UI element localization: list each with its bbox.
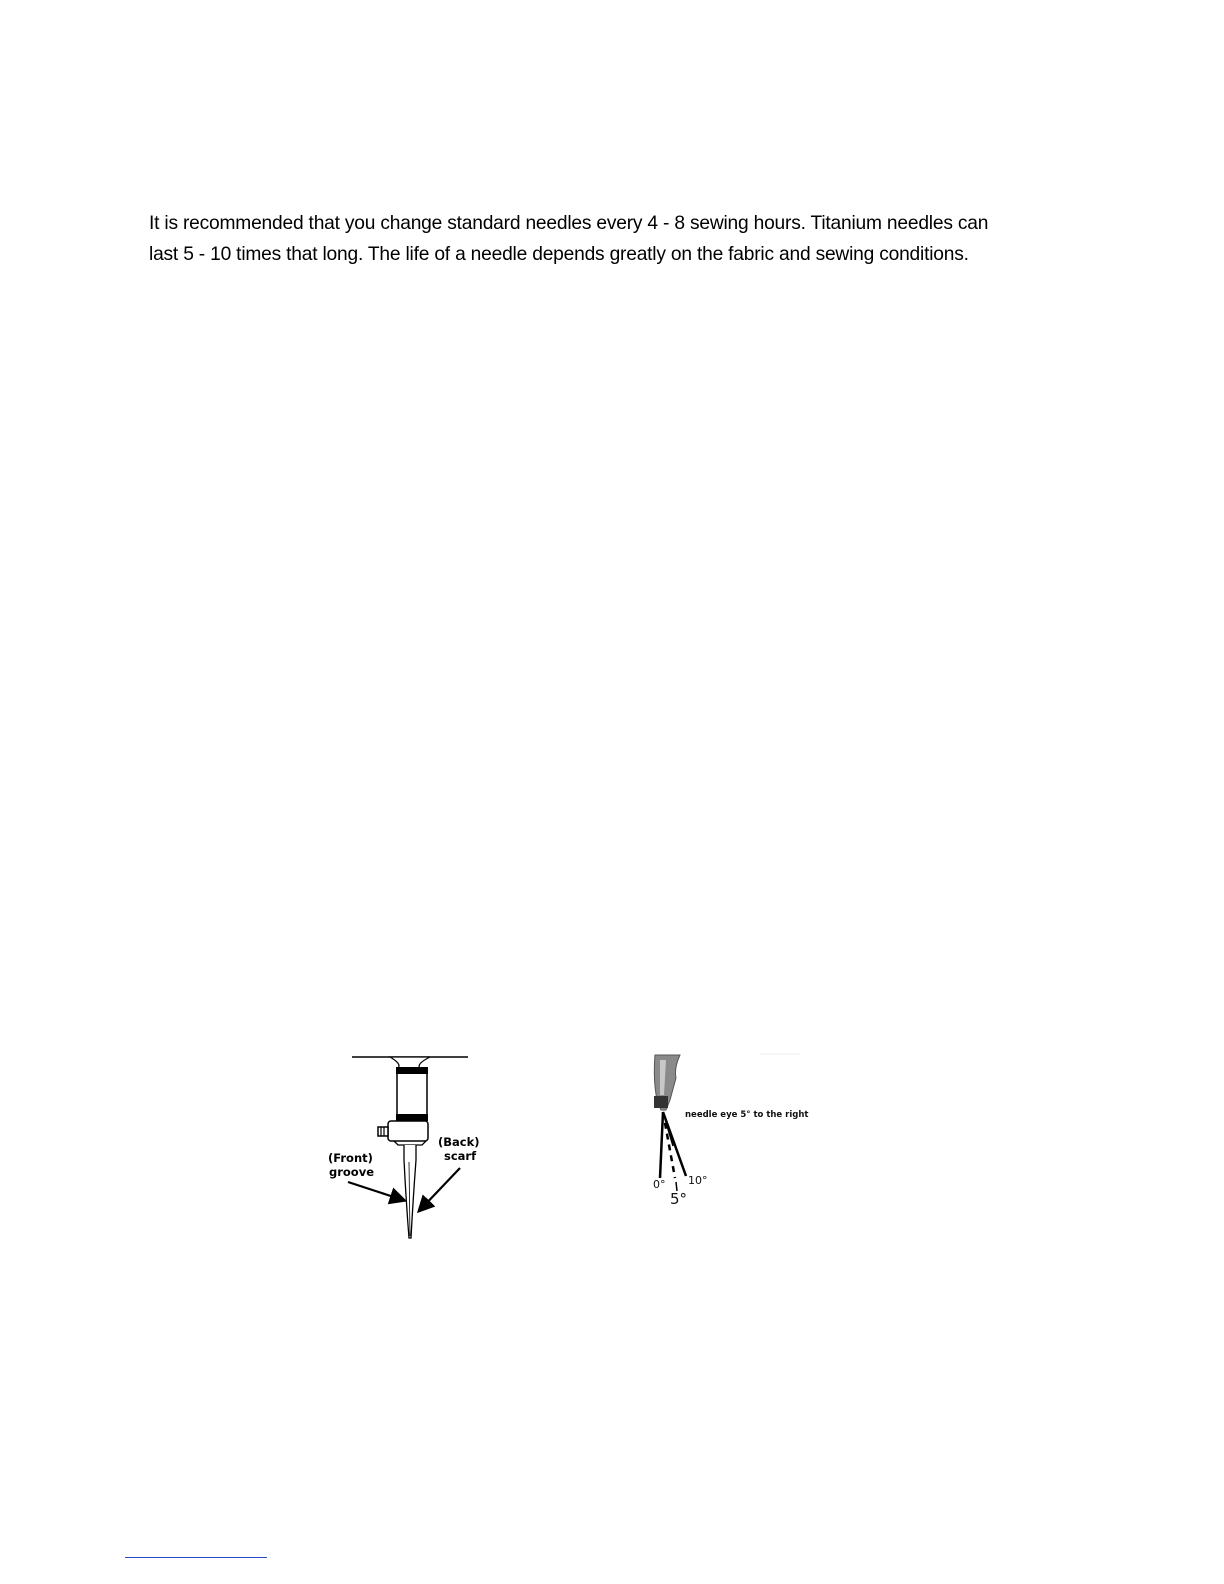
front-label-line-1: (Front) (328, 1151, 373, 1165)
degree-5-label: 5° (670, 1190, 688, 1208)
needle-bar-top (390, 1057, 430, 1068)
footnote-separator-line (125, 1557, 267, 1558)
body-paragraph (149, 208, 1089, 270)
clamp-screw (378, 1127, 388, 1136)
needle-angle-diagram (640, 1050, 830, 1215)
needle-bar (397, 1068, 427, 1120)
needle-groove-scarf-figure (320, 1050, 500, 1245)
needle-eye-angle-figure (640, 1050, 830, 1215)
back-label-line-2: scarf (444, 1149, 477, 1163)
needle-diagram (320, 1050, 500, 1245)
back-label-line-1: (Back) (438, 1135, 480, 1149)
needle-bar-band-top (396, 1067, 428, 1074)
front-label-line-2: groove (329, 1165, 375, 1179)
needle-bar-band-bottom (396, 1114, 428, 1121)
paragraph-line-1: It is recommended that you change standard needles every 4 - 8 sewing hours. Titanium needles can (149, 213, 989, 234)
angle-caption: needle eye 5° to the right (685, 1110, 809, 1120)
angle-line-0 (660, 1112, 663, 1178)
needle-clamp (388, 1121, 428, 1141)
back-scarf-arrow (420, 1168, 460, 1210)
front-groove-arrow (348, 1182, 403, 1200)
degree-0-label: 0° (653, 1178, 666, 1191)
paragraph-line-2: last 5 - 10 times that long. The life of a needle depends greatly on the fabric and sewing conditions. (149, 244, 969, 265)
degree-10-label: 10° (688, 1174, 708, 1187)
